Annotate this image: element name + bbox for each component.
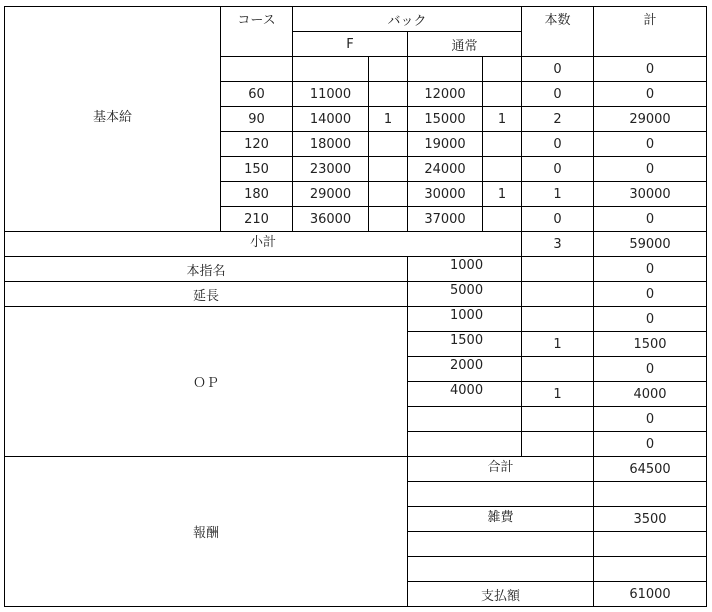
reward-row-label bbox=[408, 507, 594, 532]
op-total: 0 bbox=[594, 307, 707, 332]
normal-price-cell: 30000 bbox=[408, 182, 483, 207]
normal-price-cell: 12000 bbox=[408, 82, 483, 107]
count-cell: 2 bbox=[522, 107, 594, 132]
f-count-cell bbox=[369, 82, 408, 107]
base-salary-label-cell bbox=[5, 7, 221, 232]
nomination-row bbox=[5, 257, 707, 282]
op-price-text: 2000 bbox=[450, 357, 484, 373]
normal-count-cell bbox=[483, 82, 522, 107]
total-cell: 30000 bbox=[594, 182, 707, 207]
grand-total-label: 合計 bbox=[487, 459, 514, 475]
op-total: 0 bbox=[594, 357, 707, 382]
normal-price-cell: 24000 bbox=[408, 157, 483, 182]
op-total: 1500 bbox=[594, 332, 707, 357]
reward-row-label bbox=[408, 582, 594, 607]
reward-row bbox=[5, 457, 707, 482]
total-header: 計 bbox=[594, 7, 707, 57]
nomination-total: 0 bbox=[594, 257, 707, 282]
op-price-text: 1000 bbox=[450, 307, 484, 323]
op-price bbox=[408, 357, 522, 382]
count-cell: 1 bbox=[522, 182, 594, 207]
reward-row-label bbox=[408, 557, 594, 582]
normal-price-cell: 19000 bbox=[408, 132, 483, 157]
op-total: 0 bbox=[594, 407, 707, 432]
op-count: 1 bbox=[522, 332, 594, 357]
subtotal-label bbox=[5, 232, 522, 257]
normal-count-cell bbox=[483, 157, 522, 182]
course-cell: 210 bbox=[221, 207, 293, 232]
pay-sheet-table bbox=[4, 6, 707, 607]
course-cell bbox=[221, 57, 293, 82]
f-count-cell bbox=[369, 207, 408, 232]
reward-row-value bbox=[594, 482, 707, 507]
op-count: 1 bbox=[522, 382, 594, 407]
normal-count-cell bbox=[483, 207, 522, 232]
total-cell: 0 bbox=[594, 207, 707, 232]
nomination-price bbox=[408, 257, 522, 282]
normal-count-cell bbox=[483, 132, 522, 157]
f-count-cell bbox=[369, 57, 408, 82]
f-price-cell: 23000 bbox=[293, 157, 369, 182]
op-count bbox=[522, 432, 594, 457]
subtotal-label-text: 小計 bbox=[250, 234, 277, 250]
subtotal-row bbox=[5, 232, 707, 257]
reward-row-label bbox=[408, 457, 594, 482]
extension-price-text: 5000 bbox=[450, 282, 484, 298]
grand-total-value: 64500 bbox=[594, 457, 707, 482]
count-header: 本数 bbox=[522, 7, 594, 57]
extension-count bbox=[522, 282, 594, 307]
extension-total: 0 bbox=[594, 282, 707, 307]
op-price bbox=[408, 307, 522, 332]
base-salary-label: 基本給 bbox=[92, 109, 132, 125]
count-cell: 0 bbox=[522, 132, 594, 157]
payment-amount-value: 61000 bbox=[594, 582, 707, 607]
f-price-cell: 29000 bbox=[293, 182, 369, 207]
nomination-count bbox=[522, 257, 594, 282]
total-cell: 0 bbox=[594, 57, 707, 82]
course-header: コース bbox=[221, 7, 293, 57]
count-cell: 0 bbox=[522, 207, 594, 232]
f-price-cell: 14000 bbox=[293, 107, 369, 132]
reward-label: 報酬 bbox=[192, 526, 219, 541]
f-price-cell: 36000 bbox=[293, 207, 369, 232]
op-label-cell bbox=[5, 307, 408, 457]
course-cell: 180 bbox=[221, 182, 293, 207]
normal-count-cell bbox=[483, 57, 522, 82]
reward-label-cell bbox=[5, 457, 408, 607]
course-cell: 150 bbox=[221, 157, 293, 182]
op-price bbox=[408, 432, 522, 457]
op-price-text: 4000 bbox=[450, 382, 484, 398]
f-count-cell: 1 bbox=[369, 107, 408, 132]
normal-price-cell bbox=[408, 57, 483, 82]
count-cell: 0 bbox=[522, 157, 594, 182]
total-cell: 29000 bbox=[594, 107, 707, 132]
op-count bbox=[522, 307, 594, 332]
normal-count-cell: 1 bbox=[483, 182, 522, 207]
nomination-label: 本指名 bbox=[5, 257, 408, 282]
f-price-cell: 11000 bbox=[293, 82, 369, 107]
op-row bbox=[5, 307, 707, 332]
subtotal-total: 59000 bbox=[594, 232, 707, 257]
op-total: 4000 bbox=[594, 382, 707, 407]
extension-row bbox=[5, 282, 707, 307]
op-count bbox=[522, 407, 594, 432]
count-cell: 0 bbox=[522, 82, 594, 107]
f-count-cell bbox=[369, 182, 408, 207]
f-price-cell: 18000 bbox=[293, 132, 369, 157]
f-price-cell bbox=[293, 57, 369, 82]
op-total: 0 bbox=[594, 432, 707, 457]
course-cell: 120 bbox=[221, 132, 293, 157]
total-cell: 0 bbox=[594, 157, 707, 182]
normal-price-cell: 15000 bbox=[408, 107, 483, 132]
count-cell: 0 bbox=[522, 57, 594, 82]
misc-expense-label: 雑費 bbox=[487, 509, 514, 525]
back-header: バック bbox=[293, 7, 522, 32]
misc-expense-value: 3500 bbox=[594, 507, 707, 532]
normal-count-cell: 1 bbox=[483, 107, 522, 132]
op-price-text: 1500 bbox=[450, 332, 484, 348]
extension-label: 延長 bbox=[5, 282, 408, 307]
subtotal-count: 3 bbox=[522, 232, 594, 257]
course-cell: 60 bbox=[221, 82, 293, 107]
normal-header: 通常 bbox=[408, 32, 522, 57]
reward-row-label bbox=[408, 482, 594, 507]
nomination-price-text: 1000 bbox=[450, 257, 484, 273]
reward-row-value bbox=[594, 532, 707, 557]
normal-price-cell: 37000 bbox=[408, 207, 483, 232]
total-cell: 0 bbox=[594, 82, 707, 107]
reward-row-label bbox=[408, 532, 594, 557]
f-count-cell bbox=[369, 157, 408, 182]
extension-price bbox=[408, 282, 522, 307]
course-cell: 90 bbox=[221, 107, 293, 132]
op-count bbox=[522, 357, 594, 382]
f-header: F bbox=[293, 32, 408, 57]
op-price bbox=[408, 332, 522, 357]
total-cell: 0 bbox=[594, 132, 707, 157]
op-label: ＯＰ bbox=[192, 376, 219, 391]
payment-amount-label: 支払額 bbox=[481, 588, 521, 604]
op-price bbox=[408, 382, 522, 407]
op-price bbox=[408, 407, 522, 432]
f-count-cell bbox=[369, 132, 408, 157]
reward-row-value bbox=[594, 557, 707, 582]
